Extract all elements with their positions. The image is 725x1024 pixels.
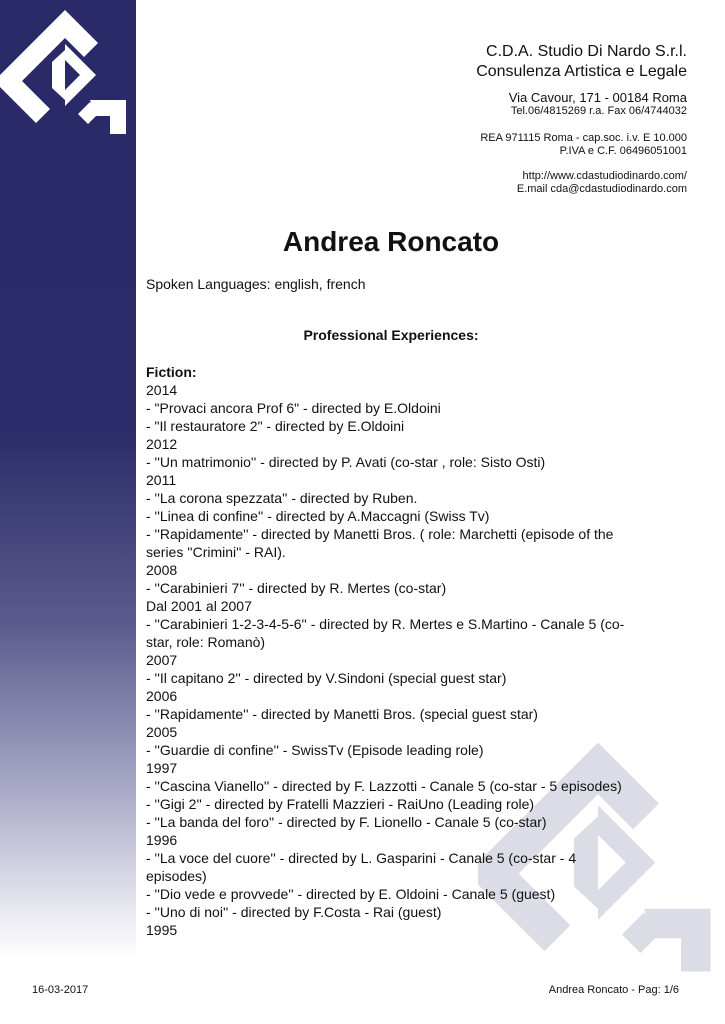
experience-line: - ''Cascina Vianello'' - directed by F. Lazzotti - Canale 5 (co-star - 5 episodes) [146, 778, 622, 794]
company-rea: REA 971115 Roma - cap.soc. i.v. E 10.000 [480, 132, 687, 144]
experience-line: 1995 [146, 922, 178, 938]
fiction-label: Fiction: [146, 364, 197, 380]
company-name: C.D.A. Studio Di Nardo S.r.l. [486, 43, 687, 60]
experience-line: - ''Uno di noi'' - directed by F.Costa - Rai (guest) [146, 904, 442, 920]
company-website[interactable]: http://www.cdastudiodinardo.com/ [522, 170, 687, 182]
experience-list [146, 363, 626, 939]
experience-line: 1996 [146, 832, 178, 848]
experience-line: - ''Carabinieri 7'' - directed by R. Mertes (co-star) [146, 580, 447, 596]
experience-line: - "Provaci ancora Prof 6" - directed by E.Oldoini [146, 400, 441, 416]
experience-line: Dal 2001 al 2007 [146, 598, 252, 614]
experience-line: 2007 [146, 652, 178, 668]
experience-line: - "Il restauratore 2" - directed by E.Oldoini [146, 418, 405, 434]
spoken-languages: Spoken Languages: english, french [146, 276, 366, 292]
sidebar-band [0, 0, 136, 960]
experience-line: 1997 [146, 760, 178, 776]
footer-date: 16-03-2017 [32, 984, 89, 996]
experience-line: - ''Linea di confine'' - directed by A.Maccagni (Swiss Tv) [146, 508, 490, 524]
experience-line: - ''Guardie di confine'' - SwissTv (Episode leading role) [146, 742, 484, 758]
company-subtitle: Consulenza Artistica e Legale [476, 63, 687, 80]
experience-line: 2008 [146, 562, 178, 578]
experience-line: 2011 [146, 472, 177, 488]
experience-line: 2005 [146, 724, 178, 740]
company-address: Via Cavour, 171 - 00184 Roma [508, 90, 687, 105]
experience-line: - ''Un matrimonio'' - directed by P. Avati (co-star , role: Sisto Osti) [146, 454, 546, 470]
experience-line: - ''La corona spezzata'' - directed by Ruben. [146, 490, 418, 506]
company-header [476, 42, 687, 196]
experience-line: - ''La banda del foro'' - directed by F. Lionello - Canale 5 (co-star) [146, 814, 547, 830]
experience-line: - ''Rapidamente'' - directed by Manetti Bros. (special guest star) [146, 706, 538, 722]
footer-page-number: Andrea Roncato - Pag: 1/6 [548, 984, 679, 996]
experience-line: - ''La voce del cuore'' - directed by L. Gasparini - Canale 5 (co-star - 4 episodes) [146, 850, 577, 884]
experience-line: - ''Il capitano 2'' - directed by V.Sindoni (special guest star) [146, 670, 507, 686]
cda-logo-icon [0, 10, 130, 134]
artist-name: Andrea Roncato [282, 226, 500, 257]
company-vat: P.IVA e C.F. 06496051001 [559, 145, 687, 157]
section-title: Professional Experiences: [303, 327, 479, 343]
experience-line: - ''Gigi 2'' - directed by Fratelli Mazzieri - RaiUno (Leading role) [146, 796, 535, 812]
company-phone: Tel.06/4815269 r.a. Fax 06/4744032 [510, 105, 687, 117]
company-email[interactable]: E.mail cda@cdastudiodinardo.com [516, 183, 687, 195]
experience-line: 2012 [146, 436, 178, 452]
experience-line: 2014 [146, 382, 178, 398]
experience-line: 2006 [146, 688, 178, 704]
experience-line: - ''Dio vede e provvede'' - directed by E. Oldoini - Canale 5 (guest) [146, 886, 556, 902]
experience-line: - ''Rapidamente'' - directed by Manetti Bros. ( role: Marchetti (episode of the series ''Crimini'' - RAI). [146, 526, 614, 560]
experience-line: - ''Carabinieri 1-2-3-4-5-6'' - directed by R. Mertes e S.Martino - Canale 5 (co-star, role: Romanò) [146, 616, 625, 650]
